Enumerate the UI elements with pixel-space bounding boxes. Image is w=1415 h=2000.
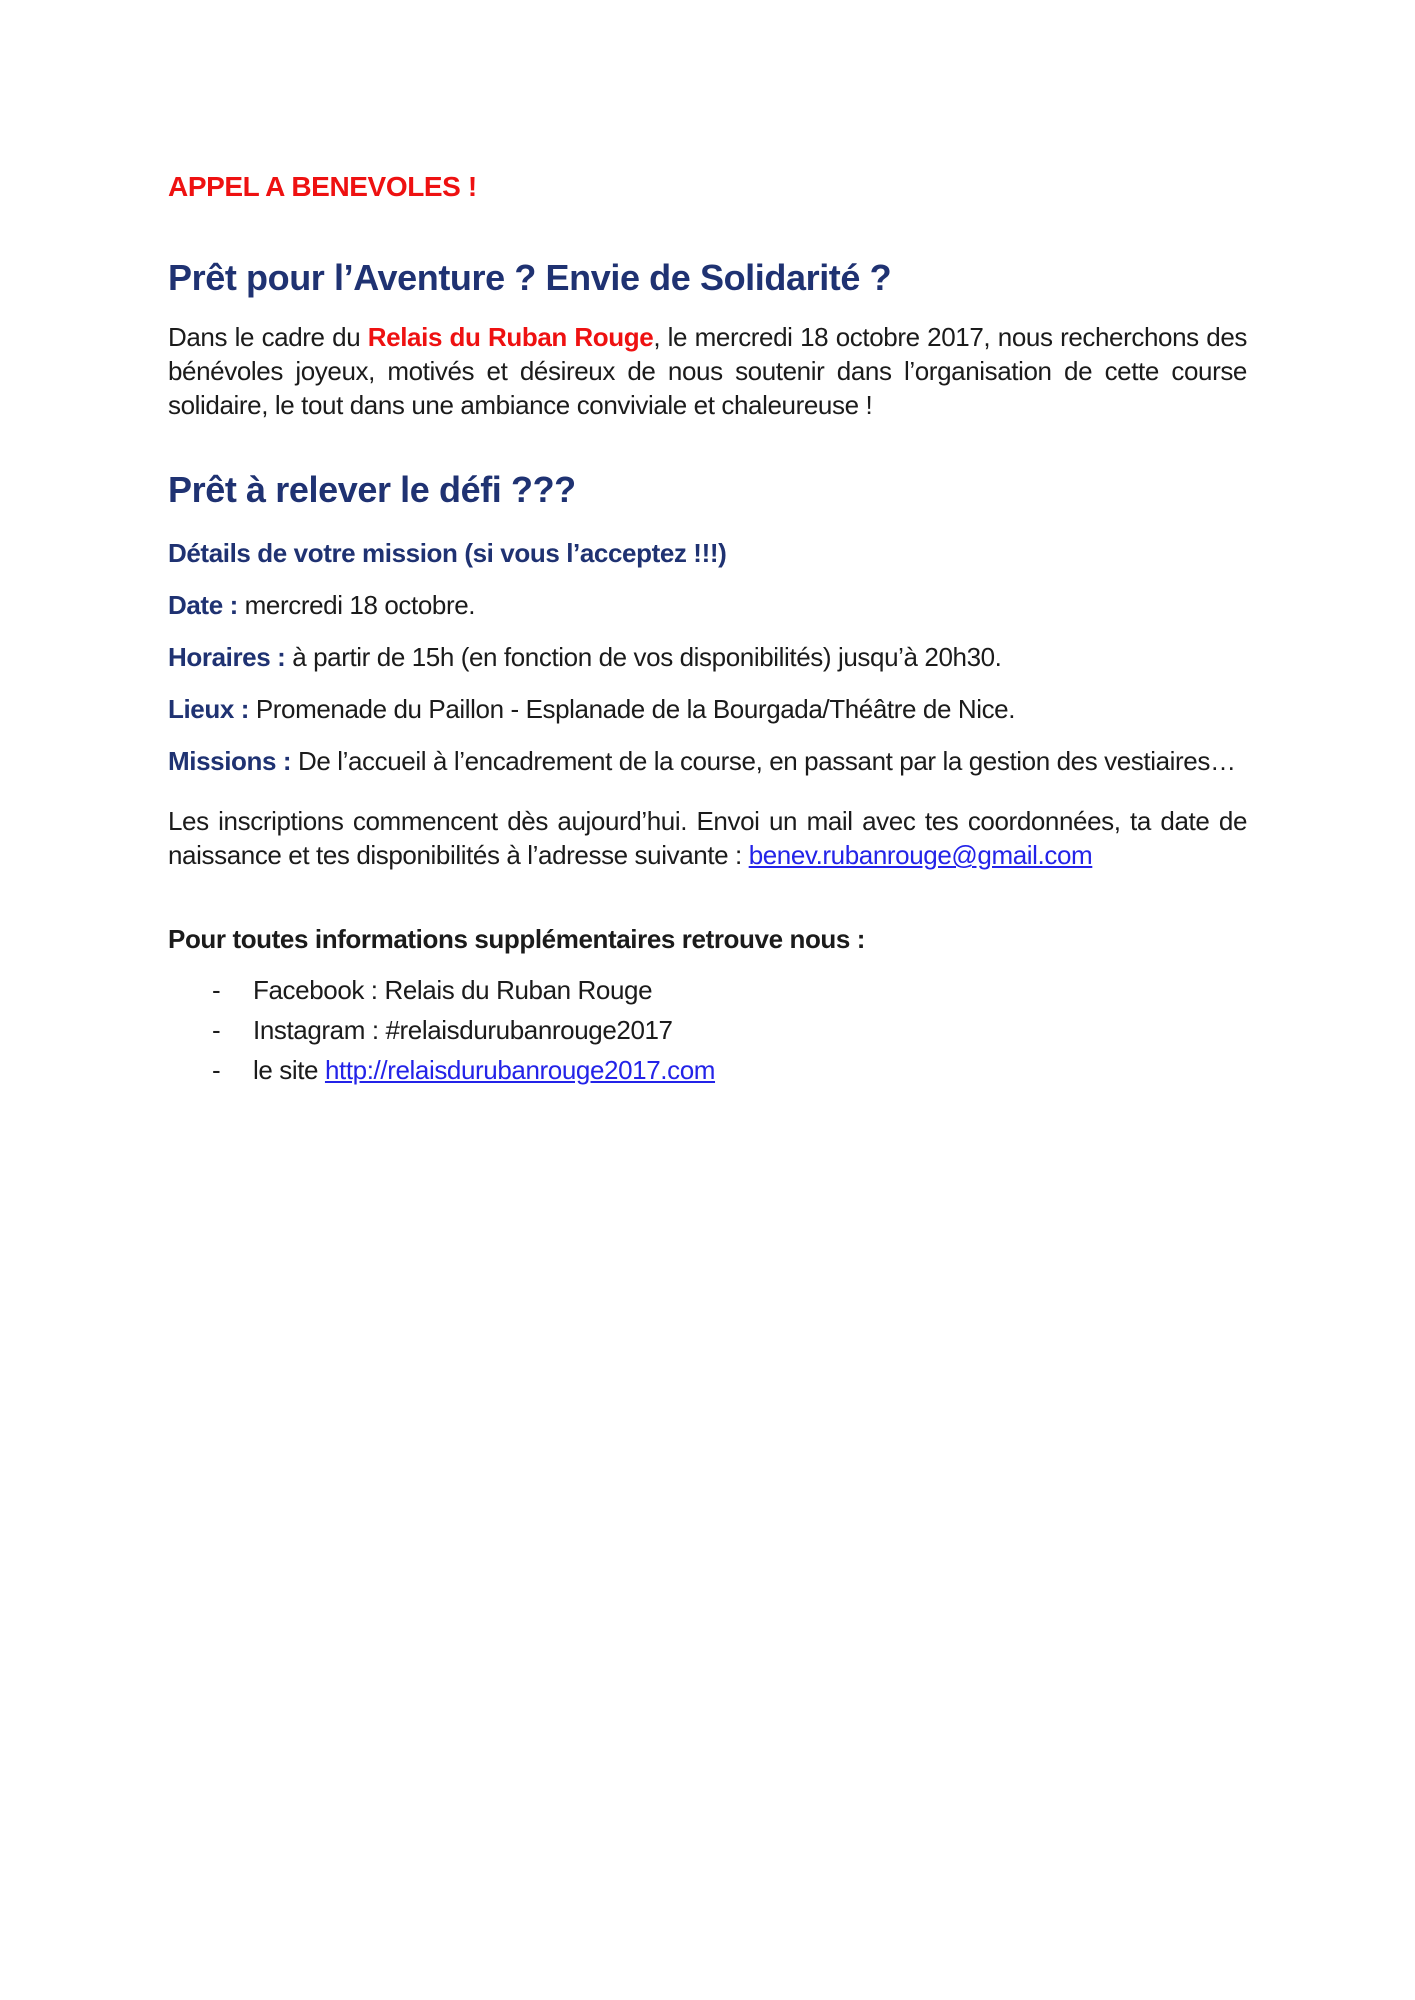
heading-adventure: Prêt pour l’Aventure ? Envie de Solidarité ? (168, 257, 892, 298)
bullet-dash: - (212, 1015, 221, 1045)
social-list (168, 970, 1247, 1090)
more-info-heading: Pour toutes informations supplémentaires retrouve nous : (168, 924, 866, 954)
mission-details-heading: Détails de votre mission (si vous l’acceptez !!!) (168, 538, 727, 568)
email-link[interactable]: benev.rubanrouge@gmail.com (748, 840, 1093, 870)
intro-text-after: , le mercredi 18 octobre 2017, nous recherchons des bénévoles joyeux, motivés et désireux de nous soutenir dans l’organisation de cette course solidaire, le tout dans une ambiance conviviale et chaleureuse ! (168, 322, 1247, 420)
detail-row-date (168, 588, 1247, 622)
heading-challenge: Prêt à relever le défi ??? (168, 469, 576, 510)
detail-value-date: mercredi 18 octobre. (237, 590, 476, 620)
detail-row-horaires (168, 640, 1247, 674)
detail-label-date: Date : (168, 590, 238, 620)
registration-text: Les inscriptions commencent dès aujourd’hui. Envoi un mail avec tes coordonnées, ta date de naissance et tes disponibilités à l’adresse suivante : (168, 806, 1247, 870)
registration-paragraph (168, 804, 1247, 872)
detail-value-lieux: Promenade du Paillon - Esplanade de la Bourgada/Théâtre de Nice. (249, 694, 1016, 724)
list-item-website (168, 1050, 1247, 1090)
facebook-text: Facebook : Relais du Ruban Rouge (253, 975, 653, 1005)
detail-label-horaires: Horaires : (168, 642, 286, 672)
website-prefix-text: le site (253, 1055, 325, 1085)
detail-value-horaires: à partir de 15h (en fonction de vos disponibilités) jusqu’à 20h30. (285, 642, 1002, 672)
detail-row-missions (168, 744, 1247, 778)
intro-highlight-relais: Relais du Ruban Rouge (367, 322, 654, 352)
bullet-dash: - (212, 1055, 221, 1085)
title-banner: APPEL A BENEVOLES ! (168, 171, 477, 202)
instagram-text: Instagram : #relaisdurubanrouge2017 (253, 1015, 673, 1045)
bullet-dash: - (212, 975, 221, 1005)
detail-label-lieux: Lieux : (168, 694, 249, 724)
website-link[interactable]: http://relaisdurubanrouge2017.com (324, 1055, 716, 1085)
list-item-instagram (168, 1010, 1247, 1050)
list-item-facebook (168, 970, 1247, 1010)
intro-paragraph (168, 320, 1247, 422)
detail-label-missions: Missions : (168, 746, 292, 776)
detail-value-missions: De l’accueil à l’encadrement de la course, en passant par la gestion des vestiaires… (291, 746, 1236, 776)
intro-text-before: Dans le cadre du (168, 322, 368, 352)
detail-row-lieux (168, 692, 1247, 726)
